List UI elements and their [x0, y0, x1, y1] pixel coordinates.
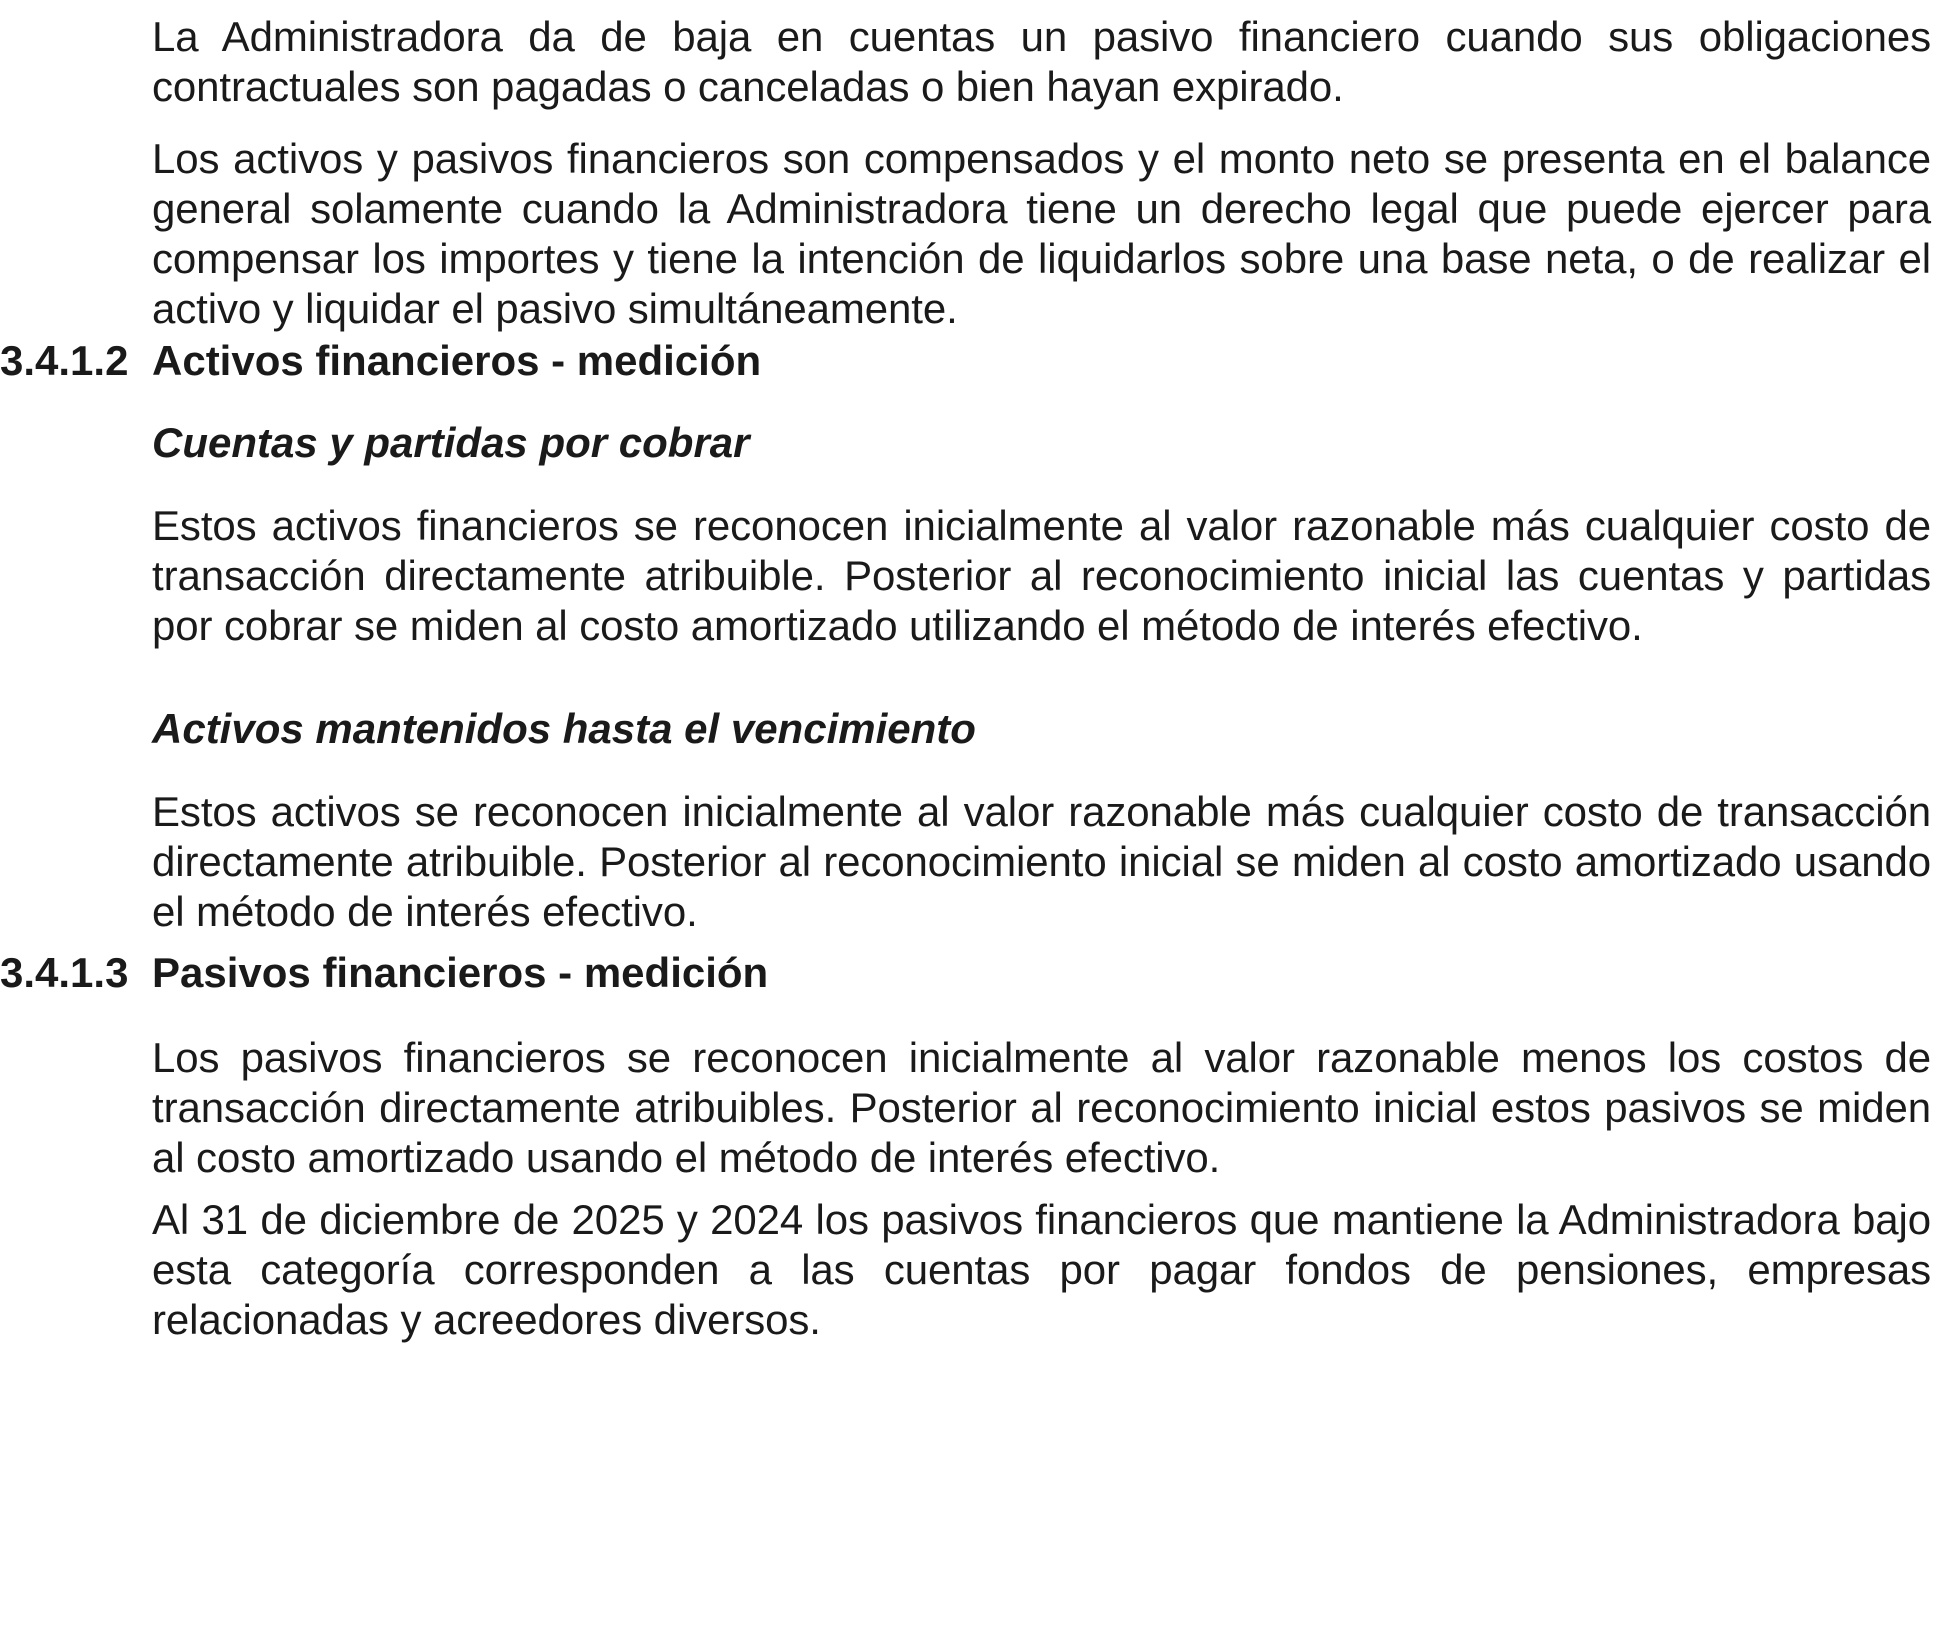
paragraph-liabilities-composition: Al 31 de diciembre de 2025 y 2024 los pasivos financieros que mantiene la Administradora bajo esta categoría corresponden a las cuentas por pagar fondos de pensiones, empresas relacionadas y acreedores diversos. — [152, 1196, 1931, 1343]
paragraph-offsetting: Los activos y pasivos financieros son compensados y el monto neto se presenta en el balance general solamente cuando la Administradora tiene un derecho legal que puede ejercer para compensar los importes y tiene la intención de liquidarlos sobre una base neta, o de realizar el activo y liquidar el pasivo simultáneamente. — [152, 135, 1931, 332]
paragraph-receivables: Estos activos financieros se reconocen inicialmente al valor razonable más cualquier costo de transacción directamente atribuible. Posterior al reconocimiento inicial las cuentas y partidas por cobrar se miden al costo amortizado utilizando el método de interés efectivo. — [152, 502, 1931, 649]
subheading-held-to-maturity: Activos mantenidos hasta el vencimiento — [152, 705, 976, 752]
subheading-receivables: Cuentas y partidas por cobrar — [152, 419, 750, 466]
section-3413-number: 3.4.1.3 — [0, 949, 129, 996]
section-3413-title: Pasivos financieros - medición — [152, 949, 769, 996]
paragraph-liabilities-measurement: Los pasivos financieros se reconocen inicialmente al valor razonable menos los costos de transacción directamente atribuibles. Posterior al reconocimiento inicial estos pasivos se miden al costo amortizado usando el método de interés efectivo. — [152, 1034, 1931, 1181]
section-3412-number: 3.4.1.2 — [0, 337, 129, 384]
section-3412-title: Activos financieros - medición — [152, 337, 762, 384]
paragraph-held-to-maturity: Estos activos se reconocen inicialmente al valor razonable más cualquier costo de transacción directamente atribuible. Posterior al reconocimiento inicial se miden al costo amortizado usando el método de interés efectivo. — [152, 788, 1931, 935]
paragraph-derecognition: La Administradora da de baja en cuentas un pasivo financiero cuando sus obligaciones contractuales son pagadas o canceladas o bien hayan expirado. — [152, 13, 1931, 110]
